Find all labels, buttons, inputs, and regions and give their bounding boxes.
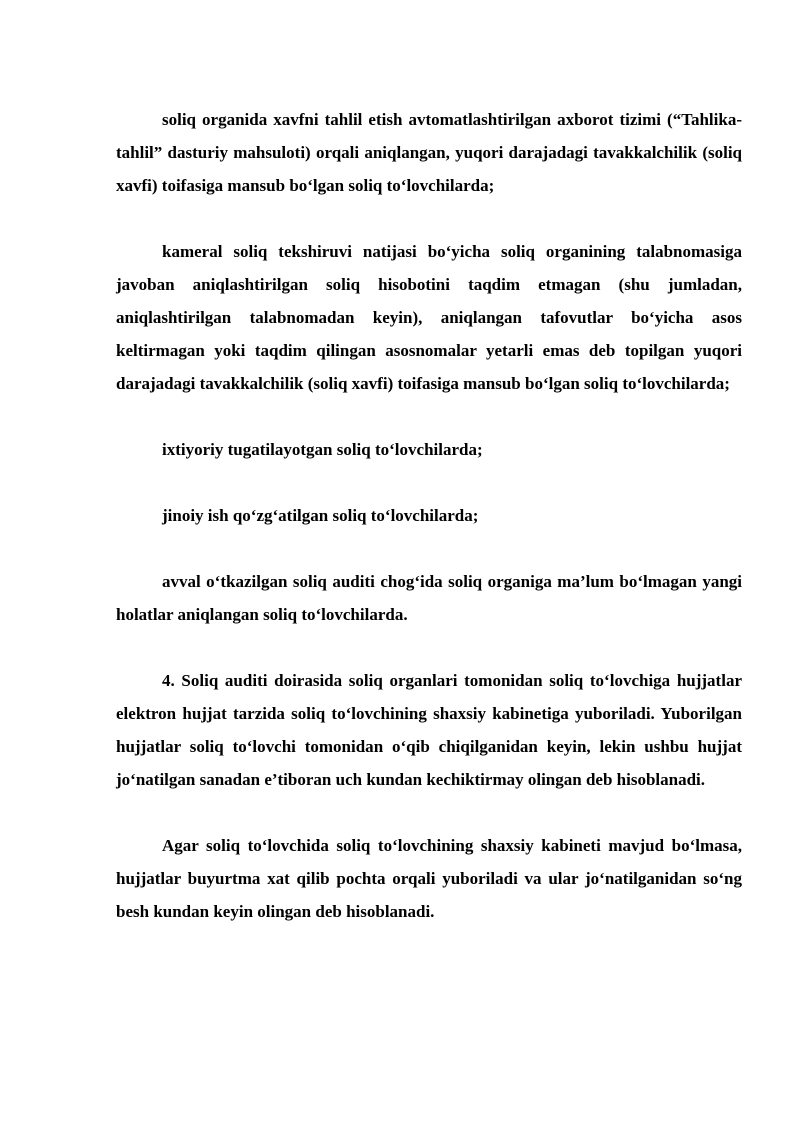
document-page: [116, 103, 742, 928]
paragraph-3: ixtiyoriy tugatilayotgan soliq to‘lovchilarda;: [162, 440, 483, 459]
paragraph-1: soliq organida xavfni tahlil etish avtomatlashtirilgan axborot tizimi (“Tahlika-tahlil” dasturiy mahsuloti) orqali aniqlangan, yuqori darajadagi tavakkalchilik (soliq xavfi) toifasiga mansub bo‘lgan soliq to‘lovchilarda;: [116, 110, 742, 195]
paragraph-5: avval o‘tkazilgan soliq auditi chog‘ida soliq organiga ma’lum bo‘lmagan yangi holatlar aniqlangan soliq to‘lovchilarda.: [116, 572, 742, 624]
paragraph-6: 4. Soliq auditi doirasida soliq organlari tomonidan soliq to‘lovchiga hujjatlar elektron hujjat tarzida soliq to‘lovchining shaxsiy kabinetiga yuboriladi. Yuborilgan hujjatlar soliq to‘lovchi tomonidan o‘qib chiqilganidan keyin, lekin ushbu hujjat jo‘natilgan sanadan e’tiboran uch kundan kechiktirmay olingan deb hisoblanadi.: [116, 671, 742, 789]
paragraph-7: Agar soliq to‘lovchida soliq to‘lovchining shaxsiy kabineti mavjud bo‘lmasa, hujjatlar buyurtma xat qilib pochta orqali yuboriladi va ular jo‘natilganidan so‘ng besh kundan keyin olingan deb hisoblanadi.: [116, 836, 742, 921]
paragraph-2: kameral soliq tekshiruvi natijasi bo‘yicha soliq organining talabnomasiga javoban aniqlashtirilgan soliq hisobotini taqdim etmagan (shu jumladan, aniqlashtirilgan talabnomadan keyin), aniqlangan tafovutlar bo‘yicha asos keltirmagan yoki taqdim qilingan asosnomalar yetarli emas deb topilgan yuqori darajadagi tavakkalchilik (soliq xavfi) toifasiga mansub bo‘lgan soliq to‘lovchilarda;: [116, 242, 742, 393]
paragraph-4: jinoiy ish qo‘zg‘atilgan soliq to‘lovchilarda;: [162, 506, 479, 525]
